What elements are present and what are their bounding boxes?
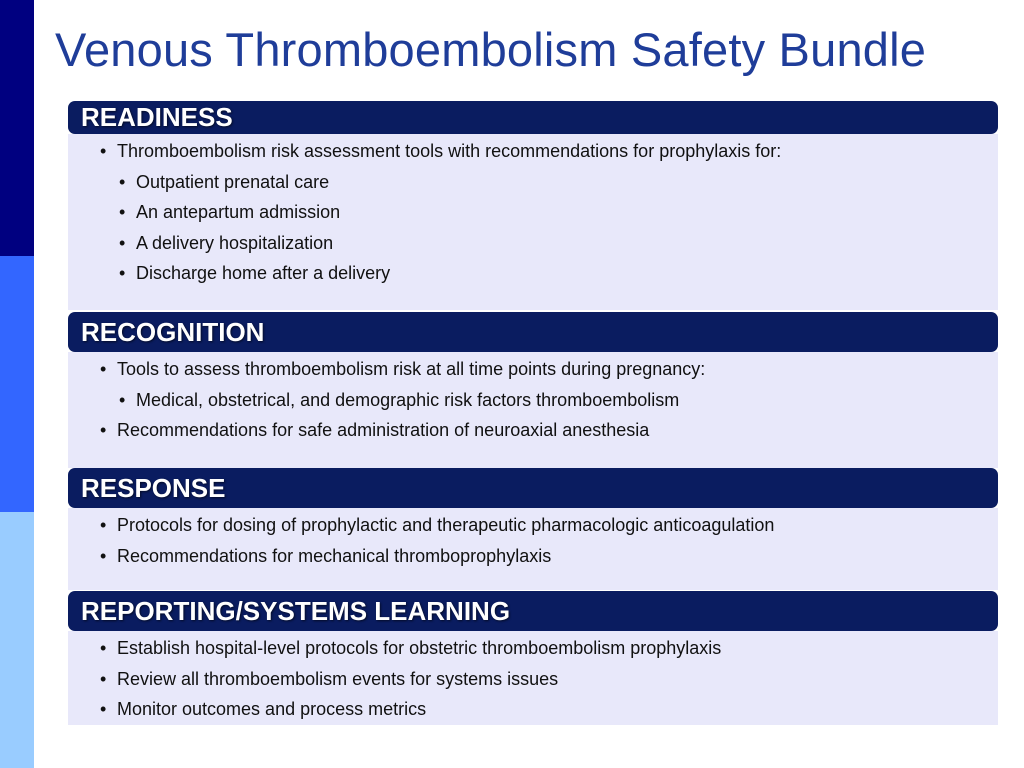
list-item-text: Protocols for dosing of prophylactic and therapeutic pharmacologic anticoagulation (117, 515, 775, 535)
bullet-icon: • (119, 171, 126, 192)
list-item-text: Recommendations for safe administration of neuroaxial anesthesia (117, 420, 650, 440)
list-item (68, 694, 998, 725)
side-bar-mid-segment (0, 256, 34, 512)
list-item (68, 197, 998, 228)
list-item-text: Recommendations for mechanical thromboprophylaxis (117, 545, 552, 566)
list-item-text: Monitor outcomes and process metrics (117, 699, 427, 719)
section-heading-reporting: REPORTING/SYSTEMS LEARNING (68, 591, 998, 631)
section-body-recognition (68, 352, 998, 468)
list-item (68, 541, 998, 572)
list-item (68, 258, 998, 289)
list-item (68, 385, 998, 416)
list-item-text: Thromboembolism risk assessment tools with recommendations for prophylaxis for: (117, 141, 782, 161)
section-response (68, 468, 1000, 590)
side-bar-dark-segment (0, 0, 34, 256)
section-recognition (68, 312, 1000, 468)
section-heading-response: RESPONSE (68, 468, 998, 508)
list-item (68, 510, 998, 541)
bullet-icon: • (100, 638, 107, 658)
list-item (68, 354, 998, 385)
list-item-text: Outpatient prenatal care (136, 171, 330, 192)
list-item (68, 415, 998, 446)
list-item (68, 167, 998, 198)
list-item (68, 664, 998, 695)
bullet-icon: • (100, 699, 107, 719)
list-item-text: Medical, obstetrical, and demographic risk factors thromboembolism (136, 389, 680, 410)
bullet-icon: • (119, 232, 126, 253)
section-readiness (68, 101, 1000, 310)
bullet-icon: • (119, 389, 126, 410)
bullet-icon: • (100, 668, 107, 689)
list-item (68, 136, 998, 167)
list-item (68, 228, 998, 259)
bullet-icon: • (100, 359, 107, 379)
side-bar-light-segment (0, 512, 34, 768)
list-item (68, 633, 998, 664)
bullet-icon: • (100, 420, 107, 440)
section-body-reporting (68, 631, 998, 725)
bullet-icon: • (100, 515, 107, 535)
list-item-text: Tools to assess thromboembolism risk at all time points during pregnancy: (117, 359, 706, 379)
bullet-icon: • (119, 202, 126, 222)
section-heading-recognition: RECOGNITION (68, 312, 998, 352)
slide-title: Venous Thromboembolism Safety Bundle (55, 23, 927, 76)
list-item-text: Review all thromboembolism events for systems issues (117, 668, 559, 689)
list-item-text: Establish hospital-level protocols for obstetric thromboembolism prophylaxis (117, 638, 722, 658)
section-heading-readiness: READINESS (68, 101, 998, 134)
section-body-readiness (68, 134, 998, 310)
bullet-icon: • (100, 141, 107, 161)
list-item-text: An antepartum admission (136, 202, 341, 222)
bullet-icon: • (119, 263, 126, 283)
bullet-icon: • (100, 545, 107, 566)
section-reporting (68, 591, 1000, 725)
section-body-response (68, 508, 998, 590)
list-item-text: A delivery hospitalization (136, 232, 334, 253)
list-item-text: Discharge home after a delivery (136, 263, 391, 283)
